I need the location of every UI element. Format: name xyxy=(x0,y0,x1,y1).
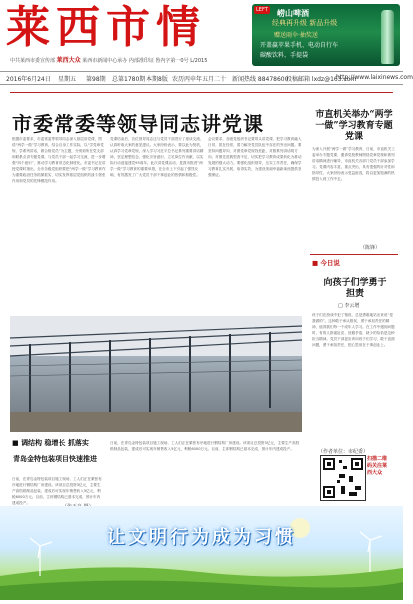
lunar-date: 农历丙申年五月二十 xyxy=(172,76,227,83)
lead-body-col3: 会议要求，各级党组织书记要带头讲党课，把学习教育融入日常、抓在经常，着力解决党员队伍中存在的突出问题。要坚持问题导向，对照党章党规找差距，对照系列讲话明方向，对照先进典型查不足，切实把学习教育成果转化为推动发展的强大动力。要强化组织领导，压实工作责任，确保学习教育扎实开展、取得实效，为建设美丽幸福新莱西提供坚强保证。 xyxy=(208,137,302,177)
date: 2016年6月24日 xyxy=(6,76,51,83)
column-body: 孩子们在游戏中犯了错误，总是勇敢地站出来说“是我做的”。这种敢于承认错误、勇于承担责任的精神，值得我们每一个成年人学习。在工作中遇到问题时，有的人推诿扯皮、回避矛盾，缺少的恰恰是这种担当精神。党员干部更应该向孩子们学习，敢于直面问题，勇于承担责任，把心思用在干事创业上。 xyxy=(312,313,395,347)
beer-advertisement[interactable] xyxy=(252,4,400,66)
top-rule xyxy=(10,92,393,93)
section-label-text: 调结构 稳增长 抓落实 xyxy=(21,439,89,447)
ad-brand: 崂山啤酒 xyxy=(277,9,309,18)
weekday: 星期五 xyxy=(58,76,77,83)
publisher-line2: 莱西市新闻中心承办 xyxy=(82,58,128,64)
qr-code[interactable] xyxy=(320,455,366,501)
column-credit: （作者单位：市纪委） xyxy=(318,449,369,455)
ad-line1: 开盖赢苹果手机、电动自行车 xyxy=(260,42,339,49)
dateline-bar xyxy=(0,71,413,85)
banner-slogan: 让文明行为成为习惯 xyxy=(107,527,296,548)
windmill-landscape-illustration xyxy=(0,506,403,600)
today-says-text: 今日说 xyxy=(320,259,340,267)
beer-bottle-icon xyxy=(381,10,394,64)
side-rule xyxy=(310,254,398,255)
masthead xyxy=(0,0,403,70)
civilization-banner xyxy=(0,506,403,600)
steel-frame-illustration xyxy=(10,316,302,432)
lead-body-col1: 根据市委要求，市委常委等领导同志深入基层讲党课，围绕“两学一做”学习教育，结合自身工作实际，以“学党章党规、学系列讲话，做合格党员”为主题，分别到所在党支部和联系点讲专题党课，与党员干部一起学习交流，进一步增强“四个意识”，推动学习教育常态化制度化。市委书记在讲授党课时指出，全市各级党组织要把“两学一做”学习教育作为重要政治任务抓紧抓实，切实发挥基层党组织的战斗堡垒作用和党员的先锋模范作用。 xyxy=(12,137,106,183)
ad-line2: 碳酸饮料、手提袋 xyxy=(260,52,309,59)
ad-gift: 赠送雨伞·抽奖送 xyxy=(274,32,318,39)
side-body: 为深入开展“两学一做”学习教育，日前，市直机关工委举办专题党课，邀请党校教师围绕党章党规和系列讲话精神进行辅导，市直机关各部门党员干部参加学习。党课内容丰富，重点突出，具有很强的针对性和指导性，大家纷纷表示受益匪浅，将以更加饱满的热情投入到工作中去。 xyxy=(312,147,395,181)
publisher-line1: 中共莱西市委宣传部 xyxy=(10,58,56,64)
email: 投稿邮箱 lxdz@163.com xyxy=(286,76,357,83)
phone: 新闻热线 88478600 xyxy=(232,76,289,83)
total-issue: 总第1780期 xyxy=(112,76,146,83)
masthead-title: 莱西市情 xyxy=(6,2,206,53)
construction-photo xyxy=(10,316,302,432)
website: http://www.laixinews.com xyxy=(336,74,413,81)
qr-caption: 扫描二维码关注莱西大众 xyxy=(367,456,388,476)
lead-body-col2: 党课结束后，各位领导同志还与党员干部进行了座谈交流，认真听取大家的意见建议。大家纷纷表示，要以此为契机，认真学习党章党规，深入学习习近平总书记系列重要讲话精神，坚定理想信念，强化宗旨意识，立足岗位作贡献，以实际行动迎接建党95周年。此次讲党课活动，是我市推进“两学一做”学习教育的重要举措，在全市上下引起了强烈反响，有效激发了广大党员干部干事创业的热情和积极性。 xyxy=(110,137,204,177)
section-label: ■ 调结构 稳增长 抓落实 xyxy=(12,439,89,447)
feature-body: 日前，在青岛金特包装项目施工现场，工人们正在紧张有序地进行钢结构厂房建设。该项目总投资3亿元，主要生产高档纸制品包装，建成后可实现年销售收入5亿元，利税6000万元。目前，主体钢结构已基本完成，预计年内建成投产。 xyxy=(12,477,102,505)
pages: 本期8版 xyxy=(146,76,168,83)
qr-code-icon xyxy=(321,456,365,500)
feature-headline[interactable]: 青岛金特包装项目快速推进 xyxy=(13,455,97,463)
today-says-label: ■ 今日说 xyxy=(312,259,340,267)
column-author: □ 李云增 xyxy=(338,303,360,309)
column-title[interactable]: 向孩子们学勇于担责 xyxy=(323,278,387,299)
side-credit: （陈锋） xyxy=(360,245,381,251)
brand-script: 莱西大众 xyxy=(56,57,81,64)
issue: 第98期 xyxy=(86,76,106,83)
ad-badge: LEFT xyxy=(256,7,268,13)
side-headline[interactable]: 市直机关举办“两学一做”学习教育专题党课 xyxy=(315,110,393,142)
lead-headline[interactable]: 市委常委等领导同志讲党课 xyxy=(12,112,264,136)
ad-slogan: 经典再升级 新品升级 xyxy=(272,19,338,27)
feature-body-extended: 日前，在青岛金特包装项目施工现场，工人们正在紧张有序地进行钢结构厂房建设。该项目总投资3亿元，主要生产高档纸制品包装，建成后可实现年销售收入5亿元，利税6000万元。目前，主体钢结构已基本完成，预计年内建成投产。 xyxy=(110,441,300,451)
masthead-publisher xyxy=(10,55,207,64)
license-number: 内部准印证 鲁内字第一0号 L/2015 xyxy=(128,58,208,64)
